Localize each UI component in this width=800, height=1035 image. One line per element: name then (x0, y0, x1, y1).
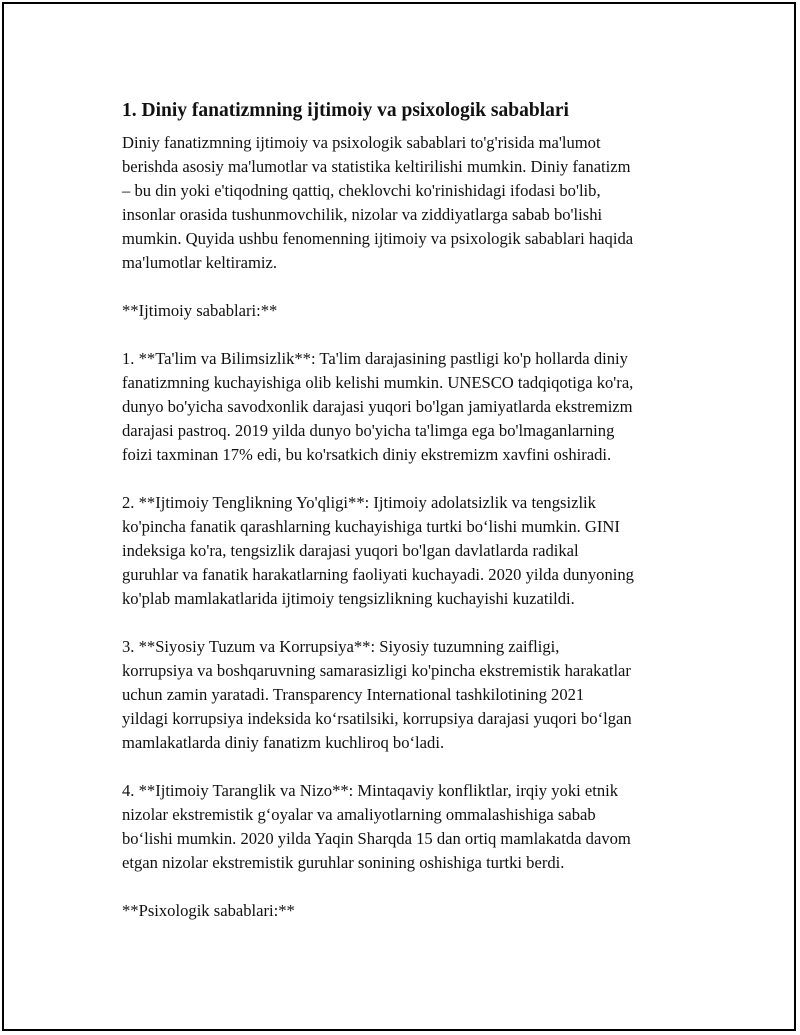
cause-inequality-paragraph (122, 491, 697, 611)
text-line: foizi taxminan 17% edi, bu ko'rsatkich diniy ekstremizm xavfini oshiradi. (122, 445, 612, 464)
text-line: 2. **Ijtimoiy Tenglikning Yo'qligi**: Ijtimoiy adolatsizlik va tengsizlik (122, 493, 596, 512)
text-line: 4. **Ijtimoiy Taranglik va Nizo**: Mintaqaviy konfliktlar, irqiy yoki etnik (122, 781, 619, 800)
text-line: – bu din yoki e'tiqodning qattiq, cheklovchi ko'rinishidagi ifodasi bo'lib, (122, 181, 601, 200)
text-line: yildagi korrupsiya indeksida ko‘rsatilsiki, korrupsiya darajasi yuqori bo‘lgan (122, 709, 632, 728)
cause-conflict-paragraph (122, 779, 697, 875)
section-heading: 1. Diniy fanatizmning ijtimoiy va psixologik sabablari (122, 100, 569, 121)
cause-corruption-paragraph (122, 635, 697, 755)
social-causes-subheading (122, 299, 697, 323)
text-line: Diniy fanatizmning ijtimoiy va psixologik sabablari to'g'risida ma'lumot (122, 133, 601, 152)
psychological-causes-subheading (122, 899, 697, 923)
text-line: bo‘lishi mumkin. 2020 yilda Yaqin Sharqda 15 dan ortiq mamlakatda davom (122, 829, 631, 848)
text-line: korrupsiya va boshqaruvning samarasizligi ko'pincha ekstremistik harakatlar (122, 661, 631, 680)
text-line: mumkin. Quyida ushbu fenomenning ijtimoiy va psixologik sabablari haqida (122, 229, 634, 248)
text-line: uchun zamin yaratadi. Transparency International tashkilotining 2021 (122, 685, 585, 704)
text-line: ko'plab mamlakatlarida ijtimoiy tengsizlikning kuchayishi kuzatildi. (122, 589, 575, 608)
text-line: indeksiga ko'ra, tengsizlik darajasi yuqori bo'lgan davlatlarda radikal (122, 541, 579, 560)
text-line: fanatizmning kuchayishiga olib kelishi mumkin. UNESCO tadqiqotiga ko'ra, (122, 373, 634, 392)
document-body (122, 98, 697, 947)
text-line: **Psixologik sabablari:** (122, 901, 295, 920)
page-frame (2, 2, 796, 1031)
text-line: dunyo bo'yicha savodxonlik darajasi yuqori bo'lgan jamiyatlarda ekstremizm (122, 397, 633, 416)
text-line: nizolar ekstremistik g‘oyalar va amaliyotlarning ommalashishiga sabab (122, 805, 596, 824)
text-line: **Ijtimoiy sabablari:** (122, 301, 278, 320)
text-line: etgan nizolar ekstremistik guruhlar sonining oshishiga turtki berdi. (122, 853, 565, 872)
text-line: insonlar orasida tushunmovchilik, nizolar va ziddiyatlarga sabab bo'lishi (122, 205, 603, 224)
text-line: 1. **Ta'lim va Bilimsizlik**: Ta'lim darajasining pastligi ko'p hollarda diniy (122, 349, 628, 368)
text-line: guruhlar va fanatik harakatlarning faoliyati kuchayadi. 2020 yilda dunyoning (122, 565, 634, 584)
text-line: darajasi pastroq. 2019 yilda dunyo bo'yicha ta'limga ega bo'lmaganlarning (122, 421, 615, 440)
cause-education-paragraph (122, 347, 697, 467)
text-line: 3. **Siyosiy Tuzum va Korrupsiya**: Siyosiy tuzumning zaifligi, (122, 637, 560, 656)
intro-paragraph (122, 131, 697, 275)
text-line: ko'pincha fanatik qarashlarning kuchayishiga turtki bo‘lishi mumkin. GINI (122, 517, 620, 536)
text-line: mamlakatlarda diniy fanatizm kuchliroq bo‘ladi. (122, 733, 445, 752)
text-line: ma'lumotlar keltiramiz. (122, 253, 278, 272)
text-line: berishda asosiy ma'lumotlar va statistika keltirilishi mumkin. Diniy fanatizm (122, 157, 631, 176)
